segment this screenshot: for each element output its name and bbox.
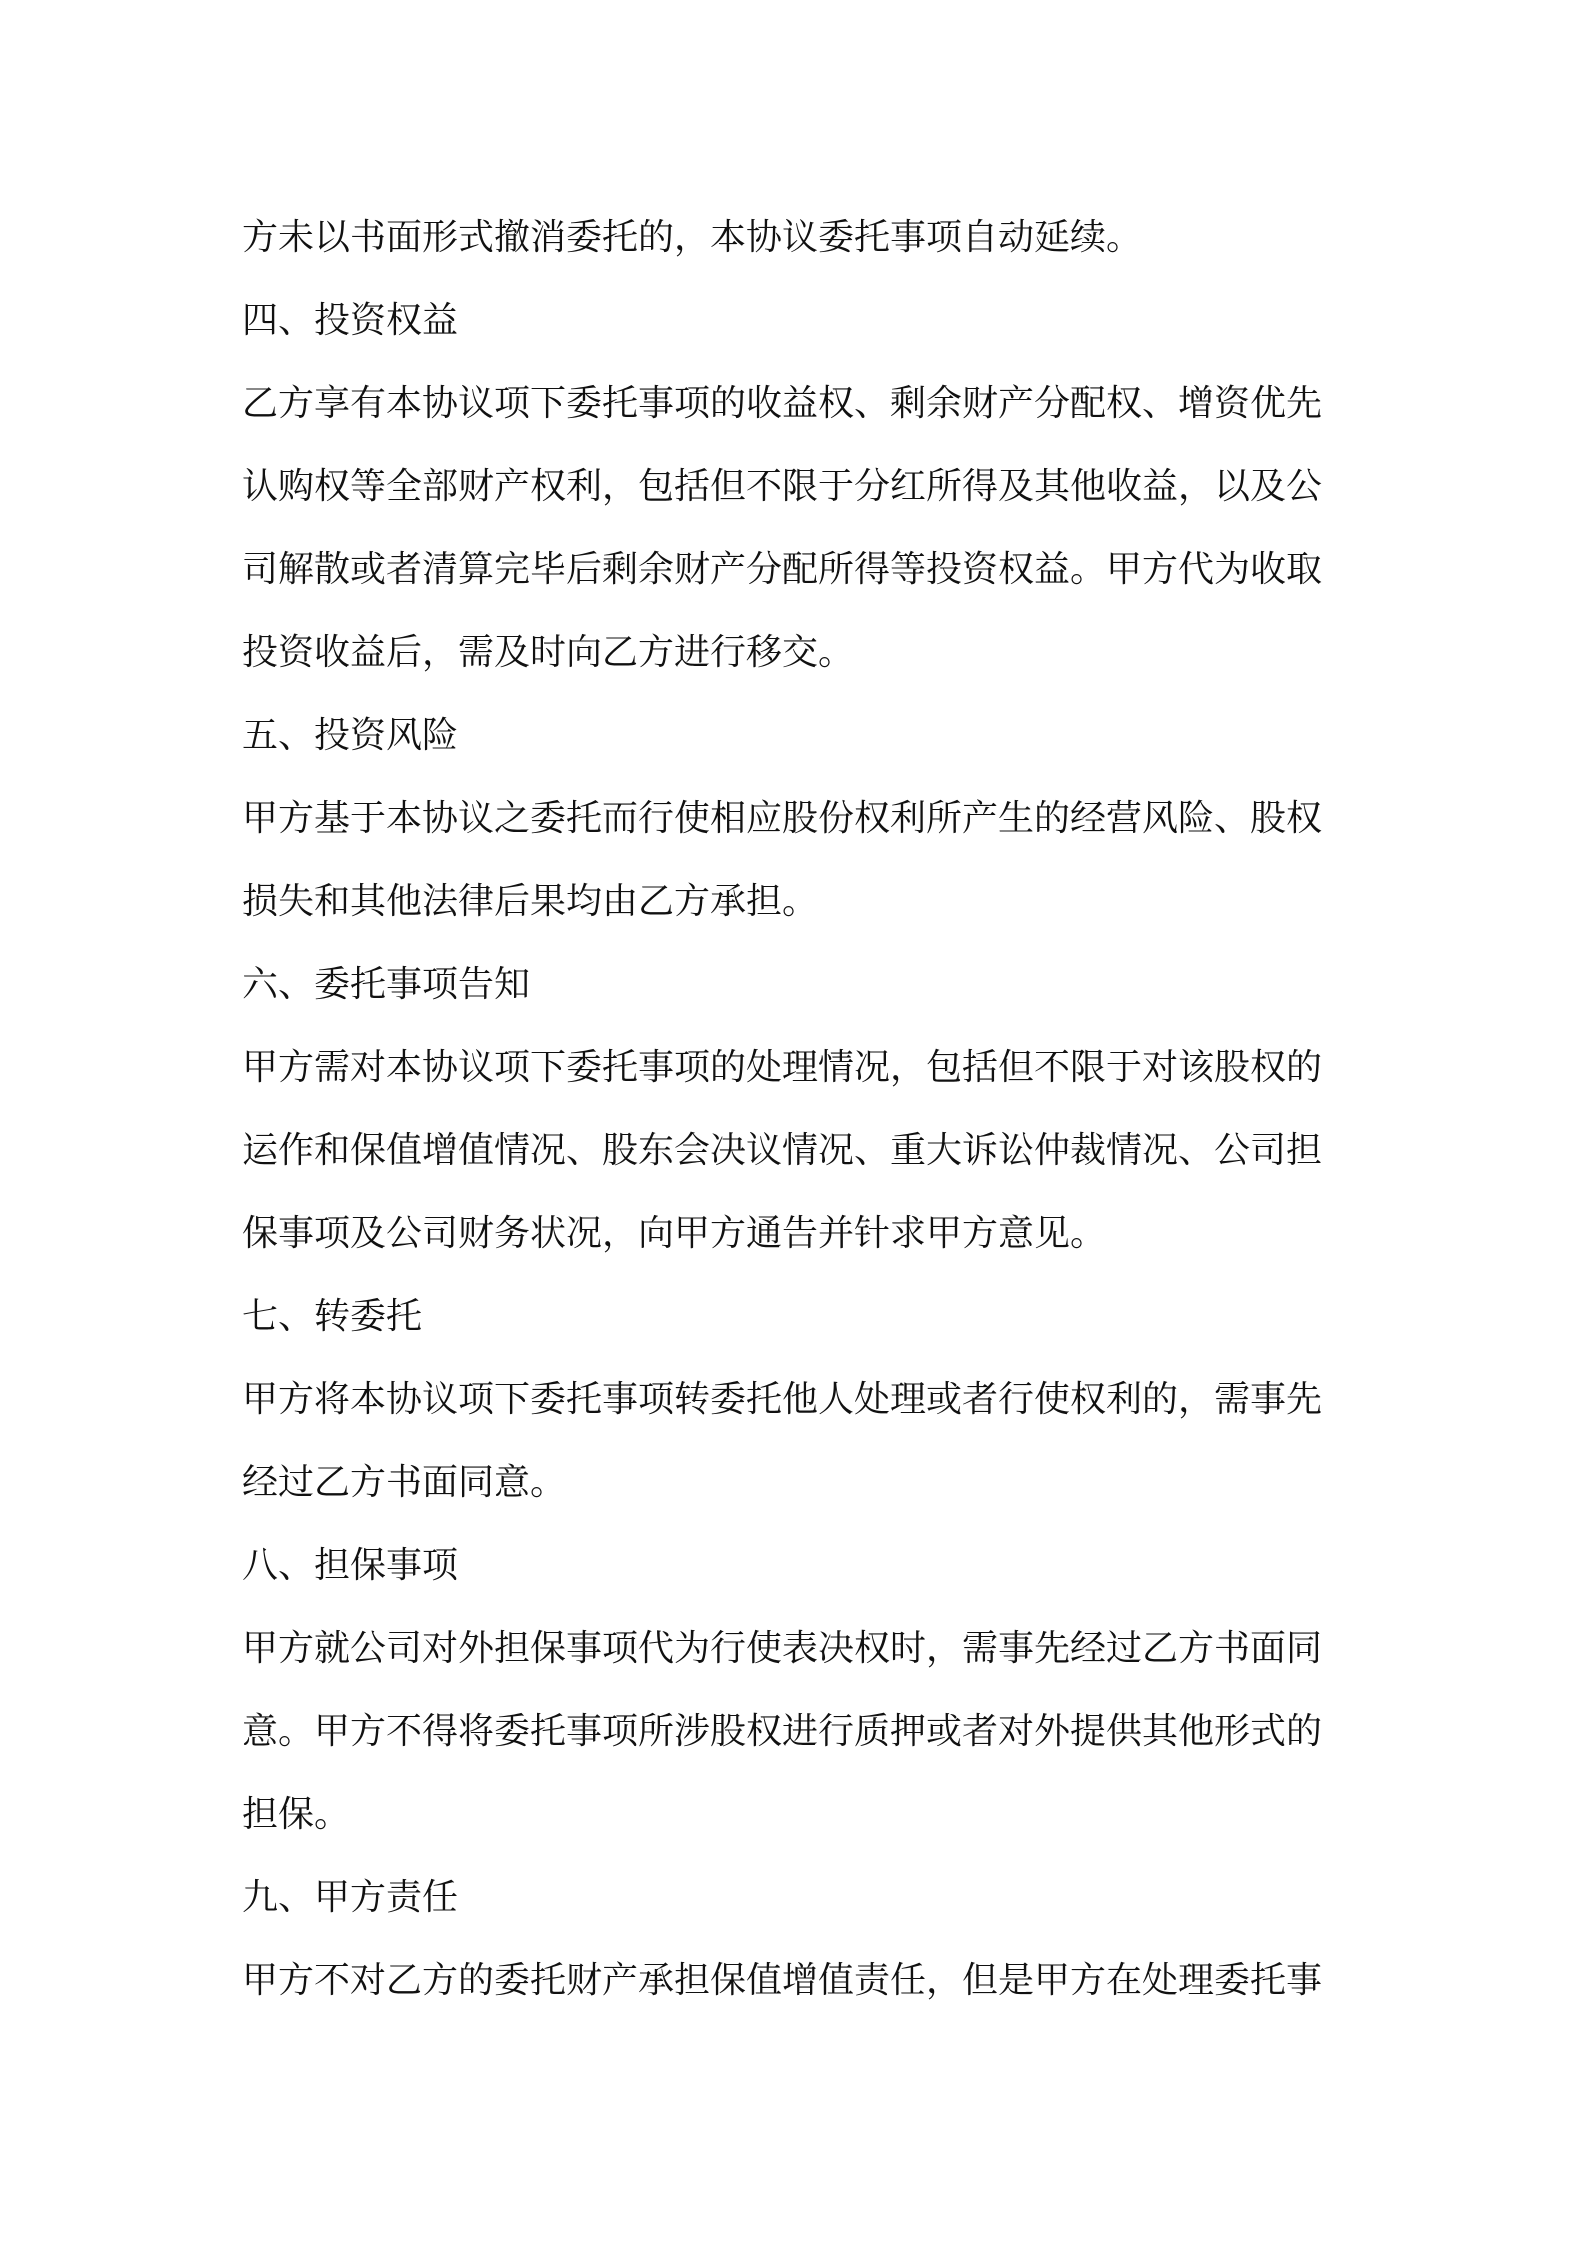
paragraph-line: 投资收益后，需及时向乙方进行移交。 (242, 632, 855, 673)
section-heading-investment-rights: 四、投资权益 (242, 300, 459, 341)
paragraph-line: 甲方就公司对外担保事项代为行使表决权时，需事先经过乙方书面同 (242, 1628, 1323, 1669)
paragraph-line: 经过乙方书面同意。 (242, 1462, 567, 1503)
section-heading-investment-risk: 五、投资风险 (242, 715, 459, 756)
paragraph-line: 乙方享有本协议项下委托事项的收益权、剩余财产分配权、增资优先 (242, 383, 1323, 424)
paragraph-line: 甲方将本协议项下委托事项转委托他人处理或者行使权利的，需事先 (242, 1379, 1323, 1420)
section-heading-party-a-responsibility: 九、甲方责任 (242, 1877, 459, 1918)
paragraph-line: 甲方基于本协议之委托而行使相应股份权利所产生的经营风险、股权 (242, 798, 1323, 839)
paragraph-line: 甲方需对本协议项下委托事项的处理情况，包括但不限于对该股权的 (242, 1047, 1323, 1088)
paragraph-line: 甲方不对乙方的委托财产承担保值增值责任，但是甲方在处理委托事 (242, 1960, 1323, 2001)
paragraph-line: 担保。 (242, 1794, 351, 1835)
paragraph-line: 认购权等全部财产权利，包括但不限于分红所得及其他收益，以及公 (242, 466, 1323, 507)
paragraph-line: 损失和其他法律后果均由乙方承担。 (242, 881, 819, 922)
section-heading-sub-entrustment: 七、转委托 (242, 1296, 423, 1337)
paragraph-line: 运作和保值增值情况、股东会决议情况、重大诉讼仲裁情况、公司担 (242, 1130, 1323, 1171)
paragraph-line: 保事项及公司财务状况，向甲方通告并针求甲方意见。 (242, 1213, 1107, 1254)
paragraph-line: 意。甲方不得将委托事项所涉股权进行质押或者对外提供其他形式的 (242, 1711, 1323, 1752)
paragraph-line: 方未以书面形式撤消委托的，本协议委托事项自动延续。 (242, 217, 1143, 258)
document-body (242, 196, 1362, 2022)
section-heading-guarantee-matters: 八、担保事项 (242, 1545, 459, 1586)
paragraph-line: 司解散或者清算完毕后剩余财产分配所得等投资权益。甲方代为收取 (242, 549, 1323, 590)
section-heading-entrusted-matters-notice: 六、委托事项告知 (242, 964, 531, 1005)
